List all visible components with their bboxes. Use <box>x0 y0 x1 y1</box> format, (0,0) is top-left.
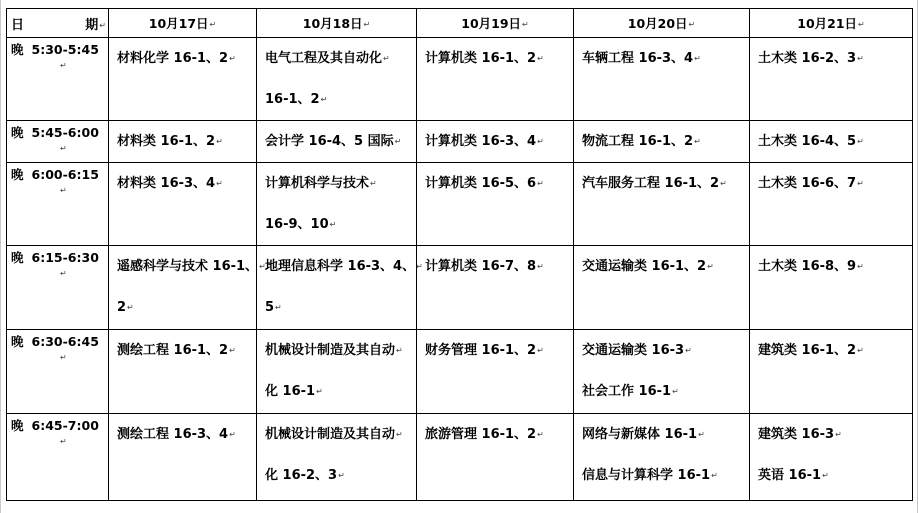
evening-label: 晚 <box>11 125 24 140</box>
class-group-line <box>265 455 416 496</box>
paragraph-mark-icon: ↵ <box>537 262 544 271</box>
table-row <box>7 163 913 246</box>
class-group-text: 地理信息科学 16-3、4、 <box>265 259 416 274</box>
class-group-text: 英语 16-1 <box>758 468 822 483</box>
paragraph-mark-icon: ↵ <box>720 179 727 188</box>
corner-label-left: 日 <box>11 17 25 33</box>
class-group-text: 建筑类 16-1、2 <box>758 343 857 358</box>
table-body <box>7 38 913 501</box>
schedule-cell <box>257 246 423 330</box>
class-group-line <box>117 414 256 455</box>
table-row <box>7 246 913 330</box>
paragraph-mark-icon: ↵ <box>688 20 696 29</box>
class-group-text: 车辆工程 16-3、4 <box>582 51 694 66</box>
paragraph-mark-icon: ↵ <box>60 144 67 153</box>
paragraph-mark-icon: ↵ <box>396 430 403 439</box>
paragraph-mark-icon: ↵ <box>229 346 236 355</box>
paragraph-mark-icon: ↵ <box>857 346 864 355</box>
paragraph-mark-icon: ↵ <box>209 20 217 29</box>
paragraph-mark-icon: ↵ <box>60 186 67 195</box>
class-group-text: 汽车服务工程 16-1、2 <box>582 176 720 191</box>
class-group-line <box>265 163 416 204</box>
paragraph-mark-icon: ↵ <box>216 137 223 146</box>
class-group-text: 土木类 16-8、9 <box>758 259 857 274</box>
class-group-text: 会计学 16-4、5 国际 <box>265 134 394 149</box>
class-group-line <box>758 163 912 204</box>
class-group-text: 计算机科学与技术 <box>265 176 370 191</box>
class-group-line <box>582 246 749 287</box>
schedule-cell <box>257 121 417 163</box>
class-group-line <box>758 455 912 496</box>
paragraph-mark-icon: ↵ <box>858 20 865 29</box>
schedule-cell <box>109 414 257 501</box>
class-group-text: 旅游管理 16-1、2 <box>425 427 537 442</box>
class-group-line <box>117 246 266 287</box>
paragraph-mark-icon: ↵ <box>216 179 223 188</box>
schedule-cell <box>417 414 574 501</box>
schedule-cell <box>109 163 257 246</box>
date-label: 10月21日 <box>797 16 858 31</box>
time-slot-cell <box>7 246 109 330</box>
paragraph-mark-icon: ↵ <box>99 20 106 30</box>
evening-label: 晚 <box>11 250 24 265</box>
class-group-text: 交通运输类 16-1、2 <box>582 259 707 274</box>
schedule-cell <box>417 163 574 246</box>
paragraph-mark-icon: ↵ <box>694 54 701 63</box>
schedule-cell <box>257 38 417 121</box>
class-group-line <box>425 38 573 79</box>
time-slot-cell <box>7 330 109 414</box>
schedule-cell <box>574 38 750 121</box>
class-group-text: 16-9、10 <box>265 217 329 232</box>
class-group-text: 材料类 16-3、4 <box>117 176 216 191</box>
schedule-cell <box>417 246 574 330</box>
class-group-line <box>582 414 749 455</box>
schedule-cell <box>750 330 913 414</box>
class-group-line <box>425 414 573 455</box>
schedule-cell <box>257 414 417 501</box>
date-label: 10月19日 <box>461 16 522 31</box>
paragraph-mark-icon: ↵ <box>537 346 544 355</box>
schedule-cell <box>417 38 574 121</box>
class-group-text: 计算机类 16-7、8 <box>425 259 537 274</box>
paragraph-mark-icon: ↵ <box>229 430 236 439</box>
paragraph-mark-icon: ↵ <box>370 179 377 188</box>
paragraph-mark-icon: ↵ <box>320 95 328 104</box>
time-slot-cell <box>7 163 109 246</box>
class-group-text: 网络与新媒体 16-1 <box>582 427 698 442</box>
class-group-text: 社会工作 16-1 <box>582 384 672 399</box>
class-group-line <box>758 246 912 287</box>
schedule-cell <box>109 330 257 414</box>
paragraph-mark-icon: ↵ <box>394 137 402 146</box>
class-group-text: 财务管理 16-1、2 <box>425 343 537 358</box>
date-label: 10月17日 <box>148 16 209 31</box>
paragraph-mark-icon: ↵ <box>707 262 714 271</box>
class-group-text: 机械设计制造及其自动 <box>265 343 396 358</box>
time-range: 6:45-7:00 <box>31 418 99 433</box>
class-group-text: 测绘工程 16-3、4 <box>117 427 229 442</box>
time-range: 6:30-6:45 <box>31 334 99 349</box>
schedule-cell <box>750 414 913 501</box>
class-group-text: 计算机类 16-3、4 <box>425 134 537 149</box>
evening-label: 晚 <box>11 42 24 57</box>
paragraph-mark-icon: ↵ <box>857 54 864 63</box>
table-row <box>7 38 913 121</box>
class-group-line <box>117 163 256 204</box>
paragraph-mark-icon: ↵ <box>711 471 718 480</box>
class-group-text: 计算机类 16-5、6 <box>425 176 537 191</box>
paragraph-mark-icon: ↵ <box>396 346 403 355</box>
class-group-line <box>265 38 416 79</box>
date-label: 10月18日 <box>302 16 363 31</box>
class-group-text: 土木类 16-6、7 <box>758 176 857 191</box>
class-group-line <box>582 330 749 371</box>
paragraph-mark-icon: ↵ <box>822 471 829 480</box>
time-range: 6:00-6:15 <box>31 167 99 182</box>
page-edge-left <box>0 0 1 513</box>
paragraph-mark-icon: ↵ <box>416 262 423 271</box>
class-group-text: 计算机类 16-1、2 <box>425 51 537 66</box>
paragraph-mark-icon: ↵ <box>60 437 67 446</box>
class-group-line <box>265 330 416 371</box>
class-group-text: 土木类 16-4、5 <box>758 134 857 149</box>
class-group-line <box>582 455 749 496</box>
paragraph-mark-icon: ↵ <box>857 137 864 146</box>
paragraph-mark-icon: ↵ <box>694 137 701 146</box>
corner-header-cell <box>7 9 109 38</box>
class-group-line <box>758 330 912 371</box>
time-range: 5:45-6:00 <box>31 125 99 140</box>
paragraph-mark-icon: ↵ <box>522 20 529 29</box>
time-range: 6:15-6:30 <box>31 250 99 265</box>
class-group-line <box>117 330 256 371</box>
paragraph-mark-icon: ↵ <box>857 179 864 188</box>
paragraph-mark-icon: ↵ <box>685 346 692 355</box>
table-row <box>7 414 913 501</box>
class-group-text: 机械设计制造及其自动 <box>265 427 396 442</box>
schedule-table <box>6 8 913 501</box>
schedule-cell <box>750 246 913 330</box>
class-group-line <box>582 163 749 204</box>
class-group-line <box>758 414 912 455</box>
class-group-text: 2 <box>117 300 127 315</box>
paragraph-mark-icon: ↵ <box>672 387 679 396</box>
class-group-text: 遥感科学与技术 16-1、 <box>117 259 259 274</box>
evening-label: 晚 <box>11 418 24 433</box>
class-group-line <box>265 246 423 287</box>
class-group-line <box>265 121 416 162</box>
paragraph-mark-icon: ↵ <box>857 262 864 271</box>
schedule-cell <box>257 330 417 414</box>
class-group-line <box>117 38 256 79</box>
schedule-cell <box>750 38 913 121</box>
paragraph-mark-icon: ↵ <box>127 303 134 312</box>
paragraph-mark-icon: ↵ <box>537 430 544 439</box>
paragraph-mark-icon: ↵ <box>60 353 67 362</box>
date-label: 10月20日 <box>627 16 688 31</box>
class-group-line <box>425 163 573 204</box>
class-group-text: 土木类 16-2、3 <box>758 51 857 66</box>
class-group-text: 测绘工程 16-1、2 <box>117 343 229 358</box>
paragraph-mark-icon: ↵ <box>316 387 323 396</box>
paragraph-mark-icon: ↵ <box>259 262 266 271</box>
schedule-cell <box>574 246 750 330</box>
schedule-cell <box>574 414 750 501</box>
class-group-text: 化 16-1 <box>265 384 316 399</box>
schedule-cell <box>109 246 266 330</box>
schedule-cell <box>417 330 574 414</box>
class-group-text: 材料类 16-1、2 <box>117 134 216 149</box>
class-group-text: 化 16-2、3 <box>265 468 338 483</box>
time-range: 5:30-5:45 <box>31 42 99 57</box>
class-group-text: 建筑类 16-3 <box>758 427 835 442</box>
time-slot-cell <box>7 414 109 501</box>
class-group-line <box>425 330 573 371</box>
evening-label: 晚 <box>11 167 24 182</box>
paragraph-mark-icon: ↵ <box>329 220 337 229</box>
paragraph-mark-icon: ↵ <box>338 471 345 480</box>
schedule-cell <box>574 330 750 414</box>
class-group-text: 5 <box>265 300 275 315</box>
page-edge-right <box>917 0 918 513</box>
time-slot-cell <box>7 38 109 121</box>
evening-label: 晚 <box>11 334 24 349</box>
class-group-text: 交通运输类 16-3 <box>582 343 685 358</box>
class-group-text: 16-1、2 <box>265 92 320 107</box>
class-group-line <box>758 38 912 79</box>
paragraph-mark-icon: ↵ <box>835 430 842 439</box>
table-row <box>7 121 913 163</box>
paragraph-mark-icon: ↵ <box>363 20 371 29</box>
schedule-cell <box>750 163 913 246</box>
paragraph-mark-icon: ↵ <box>537 179 544 188</box>
class-group-text: 材料化学 16-1、2 <box>117 51 229 66</box>
class-group-text: 电气工程及其自动化 <box>265 51 383 66</box>
paragraph-mark-icon: ↵ <box>60 269 67 278</box>
paragraph-mark-icon: ↵ <box>537 137 544 146</box>
schedule-cell <box>574 163 750 246</box>
class-group-line <box>265 414 416 455</box>
paragraph-mark-icon: ↵ <box>383 54 390 63</box>
table-row <box>7 330 913 414</box>
class-group-text: 物流工程 16-1、2 <box>582 134 694 149</box>
class-group-text: 信息与计算科学 16-1 <box>582 468 711 483</box>
paragraph-mark-icon: ↵ <box>537 54 544 63</box>
paragraph-mark-icon: ↵ <box>698 430 705 439</box>
paragraph-mark-icon: ↵ <box>229 54 236 63</box>
schedule-cell <box>109 38 257 121</box>
schedule-cell <box>257 163 417 246</box>
paragraph-mark-icon: ↵ <box>60 61 67 70</box>
class-group-line <box>582 38 749 79</box>
corner-label-right: 期 <box>85 17 99 33</box>
paragraph-mark-icon: ↵ <box>275 303 282 312</box>
time-slot-cell <box>7 121 109 163</box>
class-group-line <box>425 246 573 287</box>
